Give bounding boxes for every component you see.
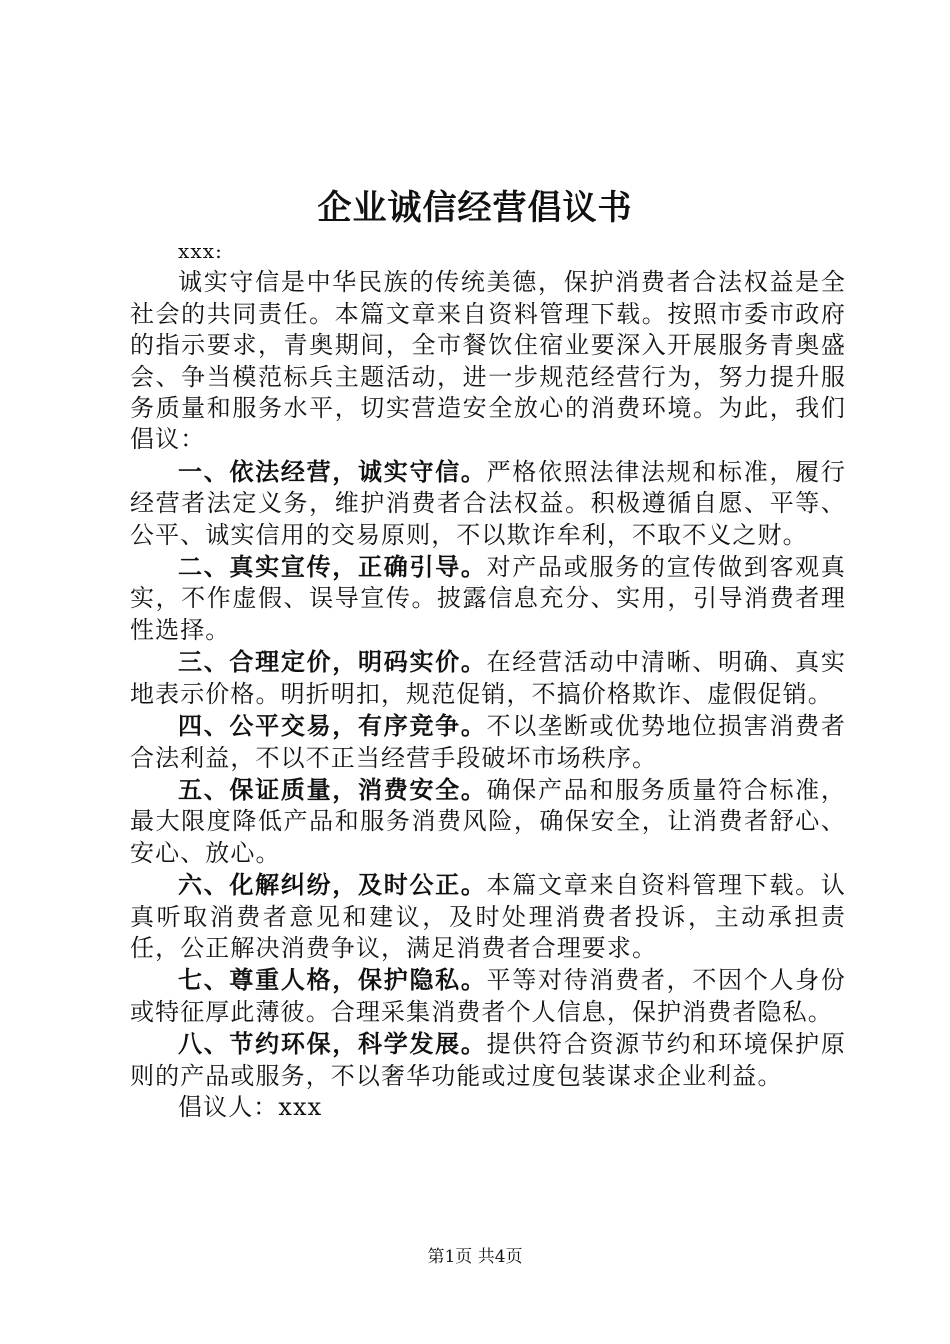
item-heading: 二、真实宣传，正确引导。: [178, 552, 487, 582]
item-heading: 四、公平交易，有序竞争。: [178, 711, 487, 741]
item-paragraph: [130, 964, 846, 1028]
item-text: 在经营活动中清晰、明确、真实地表示价格。明折明扣，规范促销，不搞价格欺诈、虚假促销。: [130, 648, 846, 708]
item-text: 本篇文章来自资料管理下载。认真听取消费者意见和建议，及时处理消费者投诉，主动承担责任，公正解决消费争议，满足消费者合理要求。: [130, 871, 846, 962]
item-paragraph: [130, 869, 846, 964]
document-body: [130, 236, 846, 1123]
item-text: 平等对待消费者，不因个人身份或特征厚此薄彼。合理采集消费者个人信息，保护消费者隐私。: [130, 966, 846, 1026]
item-heading: 一、依法经营，诚实守信。: [178, 456, 487, 486]
item-heading: 五、保证质量，消费安全。: [178, 774, 487, 804]
salutation: xxx:: [178, 239, 223, 263]
item-paragraph: [130, 646, 846, 710]
item-text: 提供符合资源节约和环境保护原则的产品或服务，不以奢华功能或过度包装谋求企业利益。: [130, 1030, 846, 1090]
item-paragraph: [130, 774, 846, 869]
item-heading: 七、尊重人格，保护隐私。: [178, 965, 487, 995]
item-paragraph: [130, 710, 846, 774]
item-heading: 三、合理定价，明码实价。: [178, 647, 487, 677]
intro-paragraph: 诚实守信是中华民族的传统美德，保护消费者合法权益是全社会的共同责任。本篇文章来自资料管理下载。按照市委市政府的指示要求，青奥期间，全市餐饮住宿业要深入开展服务青奥盛会、争当模范标兵主题活动，进一步规范经营行为，努力提升服务质量和服务水平，切实营造安全放心的消费环境。为此，我们倡议：: [130, 268, 846, 454]
document-title: 企业诚信经营倡议书: [317, 188, 633, 228]
page-footer: 第1页 共4页: [427, 1247, 523, 1267]
item-heading: 八、节约环保，科学发展。: [178, 1029, 487, 1059]
item-paragraph: [130, 1028, 846, 1092]
item-heading: 六、化解纠纷，及时公正。: [178, 870, 487, 900]
item-paragraph: [130, 551, 846, 646]
item-text: 确保产品和服务质量符合标准，最大限度降低产品和服务消费风险，确保安全，让消费者舒心、安心、放心。: [130, 775, 846, 867]
item-text: 对产品或服务的宣传做到客观真实，不作虚假、误导宣传。披露信息充分、实用，引导消费者理性选择。: [130, 553, 846, 644]
item-paragraph: [130, 456, 846, 551]
signature: 倡议人：xxx: [178, 1092, 323, 1121]
item-text: 严格依照法律法规和标准，履行经营者法定义务，维护消费者合法权益。积极遵循自愿、平等、公平、诚实信用的交易原则，不以欺诈牟利，不取不义之财。: [130, 457, 846, 549]
item-text: 不以垄断或优势地位损害消费者合法利益，不以不正当经营手段破坏市场秩序。: [130, 712, 846, 772]
